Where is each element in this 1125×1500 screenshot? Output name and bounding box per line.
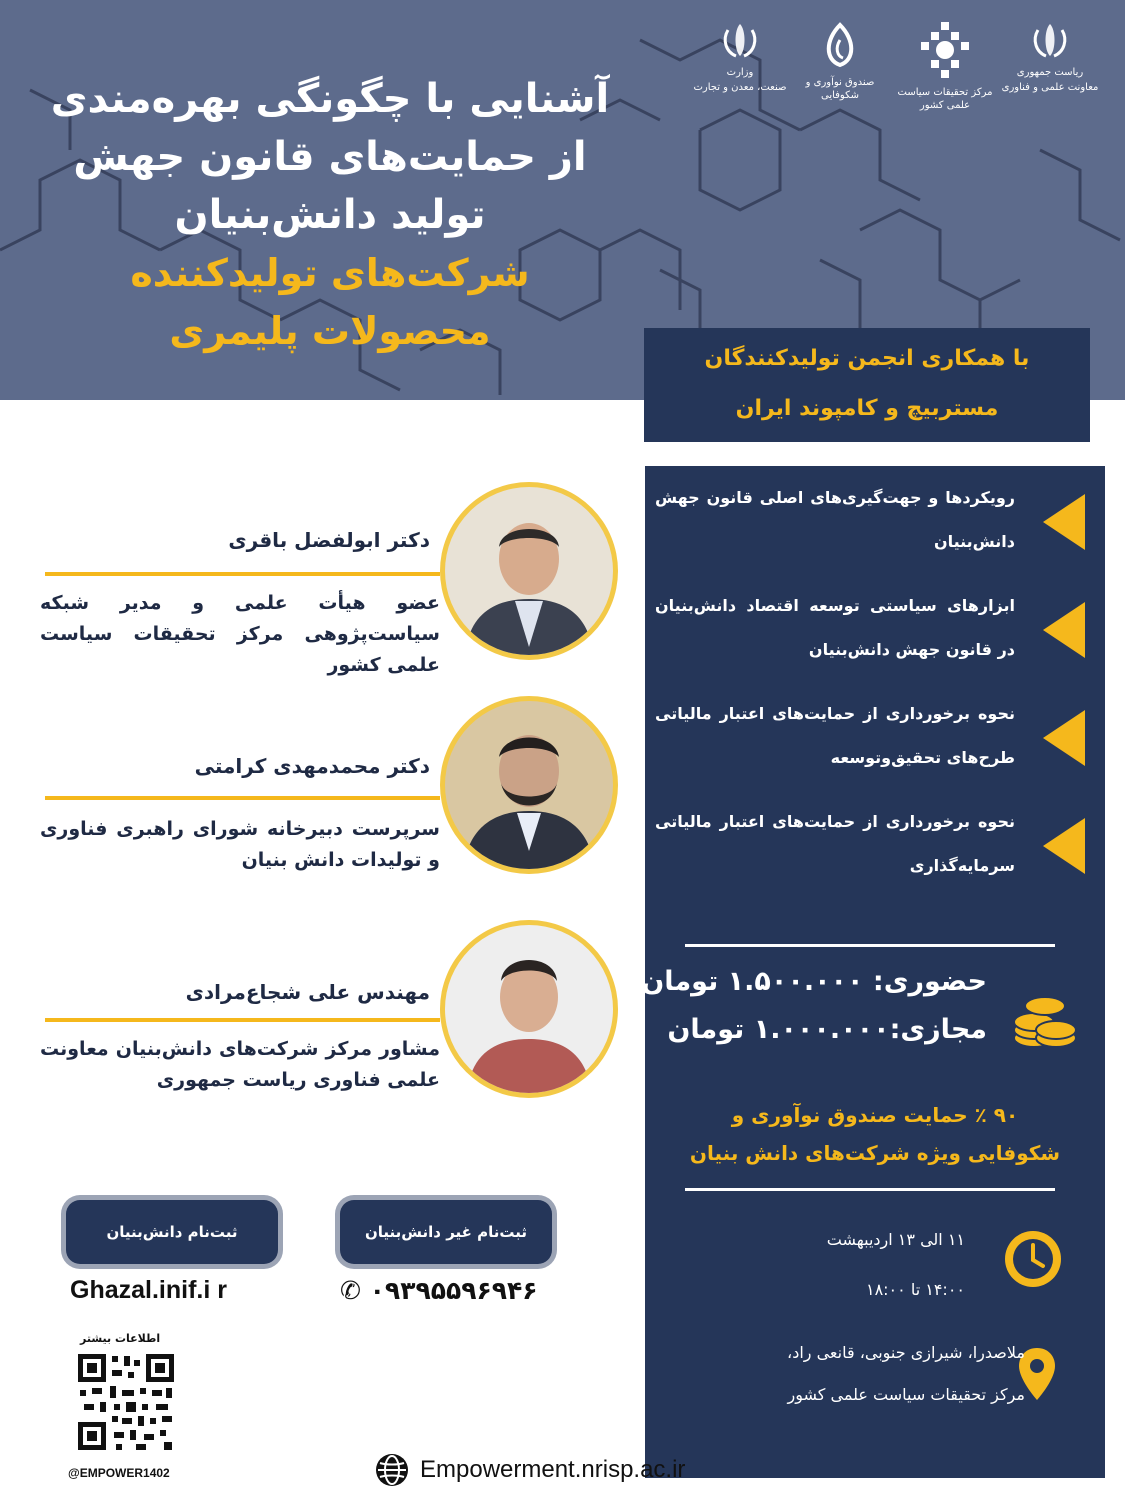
speaker-photo [440, 920, 618, 1098]
collaboration-line-1: با همکاری انجمن تولیدکنندگان [704, 346, 1030, 371]
topic-item [655, 692, 1085, 780]
collaboration-box [644, 328, 1090, 442]
fee-virtual: مجازی:۱.۰۰۰.۰۰۰ تومان [667, 1014, 987, 1045]
topic-item [655, 584, 1085, 672]
event-title [20, 70, 640, 360]
clock-icon [1000, 1226, 1066, 1292]
register-knowledge-based-button[interactable]: ثبت‌نام دانش‌بنیان [66, 1200, 278, 1264]
presidency-logo [1000, 20, 1100, 94]
speaker-underline [45, 572, 440, 576]
title-line-5: محصولات پلیمری [169, 309, 491, 353]
collaboration-line-2: مستربیچ و کامپوند ایران [735, 396, 999, 421]
speaker-name: دکتر ابولفضل باقری [228, 528, 430, 552]
coins-icon [1010, 986, 1080, 1056]
event-time: ۱۴:۰۰ تا ۱۸:۰۰ [865, 1280, 965, 1299]
registration-site-link[interactable]: Ghazal.inif.i r [70, 1276, 227, 1304]
fee-in-person: حضوری: ۱.۵۰۰.۰۰۰ تومان [641, 966, 987, 997]
speaker-underline [45, 1018, 440, 1022]
person-avatar-icon [445, 487, 613, 655]
speaker-role: مشاور مرکز شرکت‌های دانش‌بنیان معاونت علمی فناوری ریاست جمهوری [40, 1038, 440, 1091]
title-line-2: از حمایت‌های قانون جهش [73, 134, 587, 180]
emblem-icon [1030, 20, 1070, 60]
leaf-drop-icon [815, 20, 865, 70]
ministry-logo [690, 20, 790, 94]
topic-text: نحوه برخورداری از حمایت‌های اعتبار مالیاتی سرمایه‌گذاری [655, 812, 1015, 875]
address-line-2: مرکز تحقیقات سیاست علمی کشور [787, 1385, 1025, 1404]
speaker-card [20, 470, 630, 680]
speaker-role: سرپرست دبیرخانه شورای راهبری فناوری و تولیدات دانش بنیان [40, 818, 440, 871]
diamond-pattern-icon [915, 20, 975, 80]
speaker-card [20, 690, 630, 900]
speaker-underline [45, 796, 440, 800]
event-address [665, 1332, 1025, 1416]
phone-number: ۰۹۳۹۵۵۹۶۹۴۶ [369, 1276, 538, 1305]
person-avatar-icon [445, 925, 613, 1093]
phone-icon: ✆ [340, 1276, 361, 1305]
speaker-name: دکتر محمدمهدی کرامتی [194, 754, 430, 778]
nrisp-logo [895, 20, 995, 112]
speaker-photo [440, 696, 618, 874]
yellow-triangle-icon [1043, 602, 1085, 658]
speaker-name: مهندس علی شجاع‌مرادی [185, 980, 430, 1004]
website-link[interactable]: Empowerment.nrisp.ac.ir [420, 1456, 686, 1483]
speaker-card [20, 920, 630, 1120]
register-non-knowledge-based-button[interactable]: ثبت‌نام غیر دانش‌بنیان [340, 1200, 552, 1264]
topic-item [655, 800, 1085, 888]
sponsor-logos [690, 20, 1110, 130]
support-line-2: شکوفایی ویژه شرکت‌های دانش بنیان [689, 1141, 1061, 1165]
qr-code-icon[interactable] [76, 1352, 176, 1452]
topic-text: نحوه برخورداری از حمایت‌های اعتبار مالیاتی طرح‌های تحقیق‌وتوسعه [655, 704, 1015, 767]
divider [685, 1188, 1055, 1191]
title-line-1: آشنایی با چگونگی بهره‌مندی [50, 76, 610, 122]
logo-name-4: وزارت [726, 67, 754, 78]
logo-name-2: مرکز تحقیقات سیاست علمی کشور [897, 87, 993, 111]
yellow-triangle-icon [1043, 818, 1085, 874]
info-sidebar [641, 466, 1105, 1478]
logo-name-3: صندوق نوآوری و شکوفایی [805, 77, 875, 101]
topic-text: ابزارهای سیاستی توسعه اقتصاد دانش‌بنیان در قانون جهش دانش‌بنیان [655, 596, 1015, 659]
support-note [655, 1096, 1095, 1172]
speaker-role: عضو هیأت علمی و مدیر شبکه سیاست‌پژوهی مرکز تحقیقات سیاست علمی کشور [40, 592, 440, 676]
logo-caption-4: صنعت، معدن و تجارت [693, 82, 787, 93]
logo-caption-1: معاونت علمی و فناوری [1001, 82, 1099, 93]
support-line-1: ۹۰ ٪ حمایت صندوق نوآوری و [731, 1103, 1019, 1127]
phone-contact[interactable] [340, 1276, 538, 1305]
address-line-1: ملاصدرا، شیرازی جنوبی، قانعی راد، [787, 1343, 1025, 1362]
topic-item [655, 476, 1085, 564]
inif-logo [790, 20, 890, 102]
more-info-label: اطلاعات بیشتر [80, 1332, 161, 1345]
social-handle: @EMPOWER1402 [68, 1466, 170, 1480]
globe-icon [374, 1452, 410, 1488]
speaker-photo [440, 482, 618, 660]
divider [685, 944, 1055, 947]
person-avatar-icon [445, 701, 613, 869]
title-line-4: شرکت‌های تولیدکننده [130, 251, 530, 295]
topic-text: رویکردها و جهت‌گیری‌های اصلی قانون جهش دانش‌بنیان [655, 488, 1015, 551]
event-dates: ۱۱ الی ۱۳ اردیبهشت [826, 1230, 965, 1249]
title-line-3: تولید دانش‌بنیان [174, 192, 486, 238]
yellow-triangle-icon [1043, 710, 1085, 766]
logo-name-1: ریاست جمهوری [1016, 67, 1084, 78]
emblem-icon [720, 20, 760, 60]
yellow-triangle-icon [1043, 494, 1085, 550]
